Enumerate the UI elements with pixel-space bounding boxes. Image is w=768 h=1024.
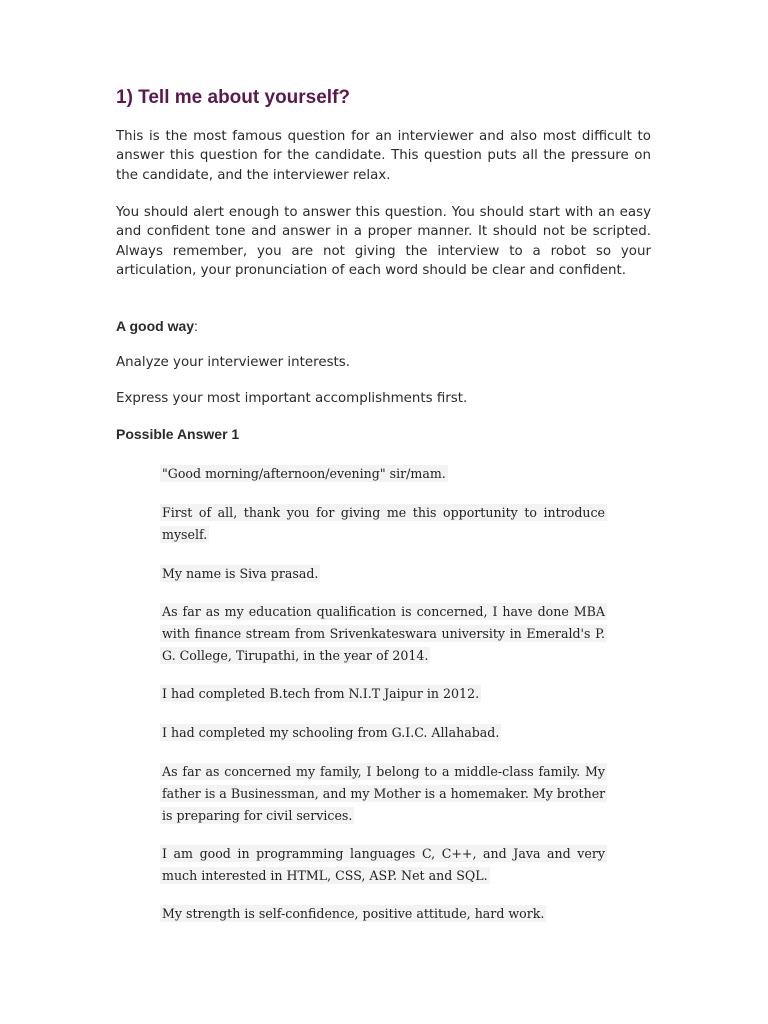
- answer-text: I had completed B.tech from N.I.T Jaipur in 2012.: [162, 686, 480, 701]
- good-way-label: A good way: [116, 318, 195, 334]
- answer-text: I am good in programming languages C, C++, and Java and very much interested in HTML, CSS, ASP. Net and SQL.: [162, 846, 605, 883]
- answer-text: First of all, thank you for giving me this opportunity to introduce myself.: [162, 505, 605, 542]
- good-way-colon: :: [194, 318, 198, 334]
- answer-text: My name is Siva prasad.: [162, 566, 319, 581]
- answer-text: As far as concerned my family, I belong to a middle-class family. My father is a Businessman, and my Mother is a homemaker. My brother is preparing for civil services.: [162, 764, 606, 823]
- answer-thanks: [160, 502, 607, 546]
- good-way-heading: [116, 317, 651, 336]
- answer-text: As far as my education qualification is concerned, I have done MBA with finance stream from Srivenkateswara university in Emerald's P. G. College, Tirupathi, in the year of 2014.: [162, 604, 605, 663]
- question-title: 1) Tell me about yourself?: [116, 87, 351, 108]
- answer-btech: [160, 683, 607, 705]
- answer-text: My strength is self-confidence, positive attitude, hard work.: [162, 906, 545, 921]
- answer-family: [160, 761, 607, 827]
- answer-text: "Good morning/afternoon/evening" sir/mam.: [162, 466, 446, 481]
- answer-text: I had completed my schooling from G.I.C. Allahabad.: [162, 725, 500, 740]
- answer-education: [160, 601, 607, 667]
- tip-2: Express your most important accomplishments first.: [116, 391, 468, 406]
- tip-1: Analyze your interviewer interests.: [116, 355, 351, 370]
- answer-greeting: [160, 463, 607, 485]
- answer-schooling: [160, 722, 607, 744]
- possible-answer-heading: Possible Answer 1: [116, 426, 240, 442]
- answer-skills: [160, 843, 607, 887]
- answer-strength: [160, 903, 607, 925]
- intro-paragraph-1: This is the most famous question for an interviewer and also most difficult to answer this question for the candidate. This question puts all the pressure on the candidate, and the interviewer relax.: [116, 129, 651, 183]
- answer-name: [160, 563, 607, 585]
- intro-paragraph-2: You should alert enough to answer this question. You should start with an easy and confident tone and answer in a proper manner. It should not be scripted. Always remember, you are not giving the interview to a robot so your articulation, your pronunciation of each word should be clear and confident.: [116, 205, 651, 278]
